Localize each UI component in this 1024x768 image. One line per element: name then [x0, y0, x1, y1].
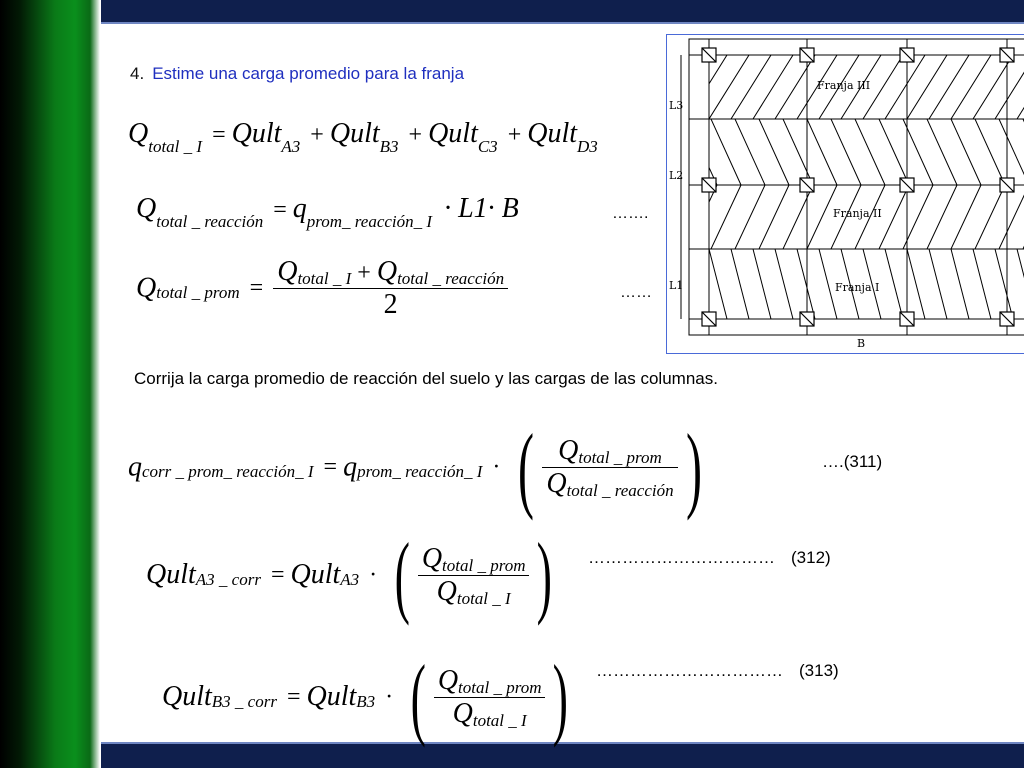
- hatch-line: [995, 249, 1013, 319]
- hatch-line: [775, 249, 793, 319]
- hatch-line: [807, 119, 837, 185]
- hatch-line: [999, 185, 1024, 249]
- step-title-text: Estime una carga promedio para la franja: [152, 64, 465, 83]
- hatch-line: [709, 249, 727, 319]
- equation-number: ….(311): [822, 452, 883, 471]
- hatch-line: [885, 249, 903, 319]
- b-label: B: [857, 337, 866, 350]
- hatch-line: [731, 249, 749, 319]
- fraction: $\frac{\text{Qtotal \_ prom}}{\text{Qtotal \_ I}}$: [418, 543, 530, 608]
- hatch-line: [711, 185, 741, 249]
- hatch-line: [759, 119, 789, 185]
- hatch-line: [885, 55, 925, 119]
- hatch-line: [929, 249, 947, 319]
- hatch-line: [711, 119, 741, 185]
- hatch-line: [995, 55, 1024, 119]
- foundation-strip-diagram: [666, 34, 1024, 354]
- equation-total-reaccion: Qtotal _ reacción = qprom_ reacción_ I · L1· B: [136, 193, 519, 231]
- hatch-line: [975, 119, 1005, 185]
- franja-iii-label: Franja III: [817, 79, 871, 92]
- equation-311: qcorr _ prom_ reacción_ I = qprom_ reacción_ I · ( $\frac{\text{Qtotal \_ prom}}{\text{Qtotal \_ reacción}}$ ): [128, 414, 702, 521]
- correction-text: Corrija la carga promedio de reacción del suelo y las cargas de las columnas.: [134, 369, 718, 388]
- hatch-line: [831, 119, 861, 185]
- hatch-line: [927, 119, 957, 185]
- franja-ii-label: Franja II: [833, 207, 882, 220]
- hatch-line: [783, 119, 813, 185]
- l3-label: L3: [669, 99, 684, 112]
- equation-313: QultB3 _ corr = QultB3 · ( $\frac{\text{Qtotal \_ prom}}{\text{Qtotal \_ I}}$ ): [162, 646, 569, 748]
- hatch-line: [687, 185, 717, 249]
- hatch-line: [1017, 55, 1024, 119]
- hatch-line: [907, 249, 925, 319]
- hatch-line: [687, 119, 717, 185]
- hatch-line: [999, 119, 1024, 185]
- strip-plan-drawing: [667, 35, 1024, 353]
- hatch-line: [927, 185, 957, 249]
- hatch-line: [879, 119, 909, 185]
- hatch-line: [783, 185, 813, 249]
- hatch-line: [879, 185, 909, 249]
- hatch-line: [973, 249, 991, 319]
- step-title: [130, 64, 464, 84]
- hatch-line: [687, 249, 705, 319]
- equation-total-prom: Qtotal _ prom = $\frac{\text{Qtotal \_ I + Qtotal \_ reacción}}{2}$: [136, 256, 508, 321]
- equation-312: QultA3 _ corr = QultA3 · ( $\frac{\text{Qtotal \_ prom}}{\text{Qtotal \_ I}}$ ): [146, 524, 553, 626]
- l1-label: L1: [669, 279, 684, 292]
- fraction: $\frac{\text{Qtotal \_ I + Qtotal \_ reacción}}{2}$: [273, 256, 508, 321]
- hatch-line: [759, 185, 789, 249]
- hatch-line: [951, 119, 981, 185]
- hatch-line: [797, 249, 815, 319]
- hatch-line: [951, 55, 991, 119]
- hatch-line: [907, 55, 947, 119]
- equation-number: …………………………… (313): [596, 661, 839, 680]
- hatch-line: [1017, 249, 1024, 319]
- top-band: [101, 0, 1024, 24]
- hatch-line: [975, 185, 1005, 249]
- equation-total-i: Qtotal _ I = QultA3 + QultB3 + QultC3 + QultD3: [128, 118, 598, 156]
- left-decorative-bar: [0, 0, 101, 768]
- hatch-line: [753, 55, 793, 119]
- hatch-line: [855, 119, 885, 185]
- equation-dots: ……: [620, 284, 652, 301]
- hatch-line: [753, 249, 771, 319]
- fraction: $\frac{\text{Qtotal \_ prom}}{\text{Qtotal \_ I}}$: [434, 665, 546, 730]
- hatch-line: [731, 55, 771, 119]
- hatch-line: [687, 55, 727, 119]
- franja-i-label: Franja I: [835, 281, 880, 294]
- hatch-line: [735, 119, 765, 185]
- hatch-line: [709, 55, 749, 119]
- hatch-line: [929, 55, 969, 119]
- equation-number: …………………………… (312): [588, 548, 831, 567]
- fraction: $\frac{\text{Qtotal \_ prom}}{\text{Qtotal \_ reacción}}$: [542, 435, 677, 500]
- hatch-line: [735, 185, 765, 249]
- hatch-line: [775, 55, 815, 119]
- step-number: 4.: [130, 64, 145, 83]
- hatch-line: [951, 249, 969, 319]
- equation-dots: …….: [612, 205, 649, 222]
- l2-label: L2: [669, 169, 684, 182]
- hatch-line: [951, 185, 981, 249]
